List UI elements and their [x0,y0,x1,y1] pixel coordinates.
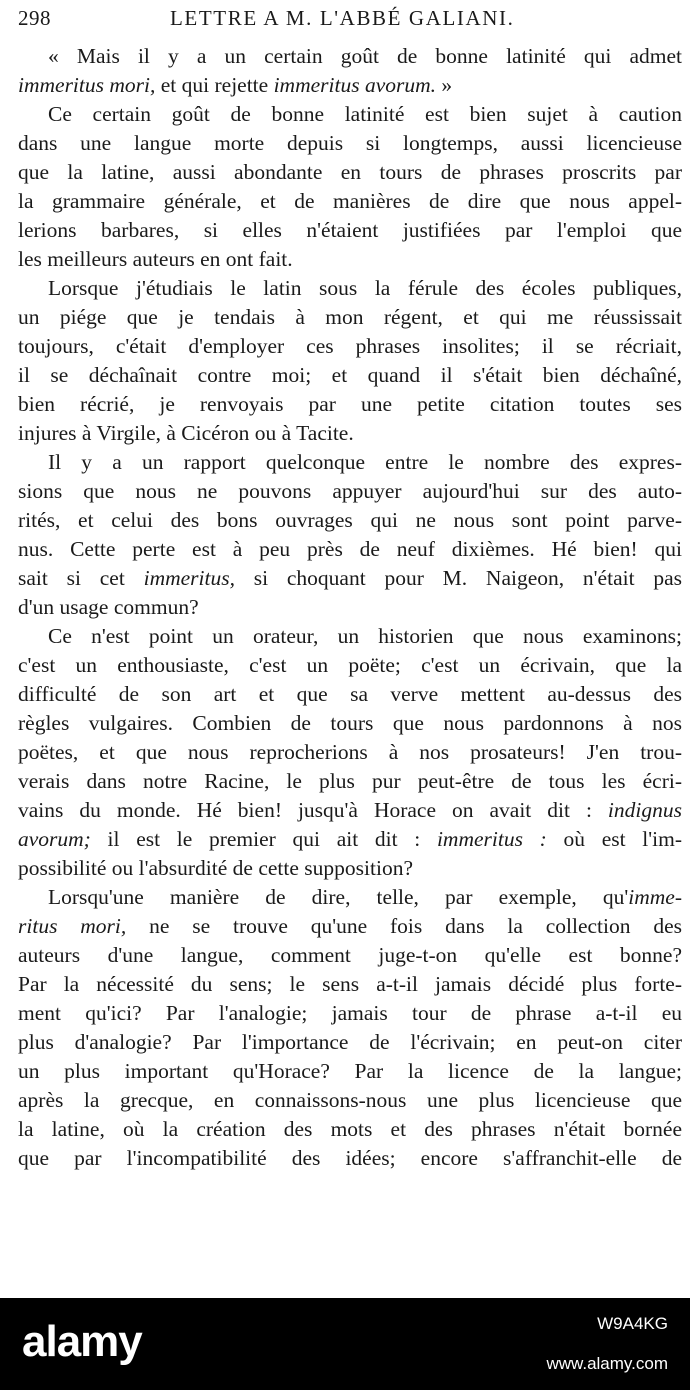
text-line [18,1028,682,1057]
text-line [18,535,682,564]
text-segment: où est l'im- [546,827,682,851]
text-line [18,622,682,651]
text-segment: la grammaire générale, et de manières de dire que nous appel- [18,189,682,213]
text-line [18,854,682,883]
running-head [18,6,678,34]
text-segment: d'un usage commun? [18,595,199,619]
italic-text: avorum; [18,827,91,851]
text-line [18,448,682,477]
paragraph [18,100,682,274]
text-line [18,912,682,941]
text-line [18,1115,682,1144]
text-line [18,216,682,245]
text-segment: dans une langue morte depuis si longtemps, aussi licencieuse [18,131,682,155]
stock-image-id: W9A4KG [597,1314,668,1333]
text-line [18,71,682,100]
body-text [18,42,682,1173]
text-line [18,129,682,158]
text-segment: les meilleurs auteurs en ont fait. [18,247,293,271]
text-segment: « Mais il y a un certain goût de bonne latinité qui admet [48,44,682,68]
text-line [18,738,682,767]
text-segment: ne se trouve qu'une fois dans la collection des [126,914,682,938]
text-line [18,187,682,216]
text-line [18,477,682,506]
text-segment: il est le premier qui ait dit : [90,827,437,851]
text-line [18,564,682,593]
text-segment: que la latine, aussi abondante en tours de phrases proscrits par [18,160,682,184]
italic-text: imme- [628,885,682,909]
text-segment: Ce n'est point un orateur, un historien que nous examinons; [48,624,682,648]
site-url: www.alamy.com [546,1354,668,1373]
text-segment: il se déchaînait contre moi; et quand il s'était bien déchaîné, [18,363,682,387]
italic-text: indignus [607,798,682,822]
text-line [18,1057,682,1086]
paragraph [18,42,682,100]
text-segment: auteurs d'une langue, comment juge-t-on qu'elle est bonne? [18,943,682,967]
text-segment: la latine, où la création des mots et des phrases n'était bornée [18,1117,682,1141]
italic-text: immeritus mori, [18,73,156,97]
text-segment: et qui rejette [155,73,274,97]
text-line [18,970,682,999]
paragraph [18,448,682,622]
text-segment: nus. Cette perte est à peu près de neuf dixièmes. Hé bien! qui [18,537,682,561]
text-line [18,1144,682,1173]
text-segment: injures à Virgile, à Cicéron ou à Tacite. [18,421,354,445]
text-line [18,390,682,419]
watermark-banner [0,1298,690,1390]
text-segment: toujours, c'était d'employer ces phrases insolites; il se récriait, [18,334,682,358]
italic-text: immeritus avorum. [273,73,437,97]
paragraph [18,274,682,448]
text-line [18,361,682,390]
text-segment: bien récrié, je renvoyais par une petite citation toutes ses [18,392,682,416]
text-segment: Il y a un rapport quelconque entre le nombre des expres- [48,450,682,474]
text-segment: sions que nous ne pouvons appuyer aujourd'hui sur des auto- [18,479,682,503]
text-segment: Ce certain goût de bonne latinité est bien sujet à caution [48,102,682,126]
alamy-logo: alamy [22,1317,142,1366]
text-segment: Lorsqu'une manière de dire, telle, par exemple, qu' [48,885,629,909]
text-segment: un plus important qu'Horace? Par la licence de la langue; [18,1059,682,1083]
text-segment: » [436,73,453,97]
text-segment: après la grecque, en connaissons-nous une plus licencieuse que [18,1088,682,1112]
text-line [18,274,682,303]
text-line [18,332,682,361]
text-line [18,825,682,854]
text-segment: difficulté de son art et que sa verve mettent au-dessus des [18,682,682,706]
text-line [18,100,682,129]
paragraph [18,883,682,1173]
text-segment: possibilité ou l'absurdité de cette supposition? [18,856,413,880]
text-segment: que par l'incompatibilité des idées; encore s'affranchit-elle de [18,1146,682,1170]
text-segment: Lorsque j'étudiais le latin sous la férule des écoles publiques, [48,276,682,300]
text-line [18,941,682,970]
text-segment: lerions barbares, si elles n'étaient justifiées par l'emploi que [18,218,682,242]
text-line [18,593,682,622]
text-line [18,651,682,680]
text-segment: c'est un enthousiaste, c'est un poëte; c'est un écrivain, que la [18,653,682,677]
text-line [18,419,682,448]
text-line [18,1086,682,1115]
text-line [18,506,682,535]
text-line [18,767,682,796]
text-line [18,303,682,332]
text-line [18,158,682,187]
text-segment: rités, et celui des bons ouvrages qui ne nous sont point parve- [18,508,682,532]
text-line [18,680,682,709]
italic-text: immeritus, [143,566,235,590]
italic-text: immeritus : [436,827,547,851]
text-segment: un piége que je tendais à mon régent, et qui me réussissait [18,305,682,329]
text-line [18,42,682,71]
text-segment: vains du monde. Hé bien! jusqu'à Horace on avait dit : [18,798,608,822]
text-segment: sait si cet [18,566,144,590]
text-line [18,883,682,912]
page-number: 298 [18,6,51,30]
text-segment: verais dans notre Racine, le plus pur peut-être de tous les écri- [18,769,682,793]
text-line [18,796,682,825]
text-line [18,245,682,274]
text-segment: règles vulgaires. Combien de tours que nous pardonnons à nos [18,711,682,735]
text-segment: si choquant pour M. Naigeon, n'était pas [234,566,682,590]
text-segment: ment qu'ici? Par l'analogie; jamais tour de phrase a-t-il eu [18,1001,682,1025]
paragraph [18,622,682,883]
running-title: LETTRE A M. L'ABBÉ GALIANI. [170,6,515,30]
text-line [18,999,682,1028]
text-segment: poëtes, et que nous reprocherions à nos prosateurs! J'en trou- [18,740,682,764]
text-segment: plus d'analogie? Par l'importance de l'écrivain; en peut-on citer [18,1030,682,1054]
text-line [18,709,682,738]
text-segment: Par la nécessité du sens; le sens a-t-il jamais décidé plus forte- [18,972,682,996]
italic-text: ritus mori, [18,914,127,938]
